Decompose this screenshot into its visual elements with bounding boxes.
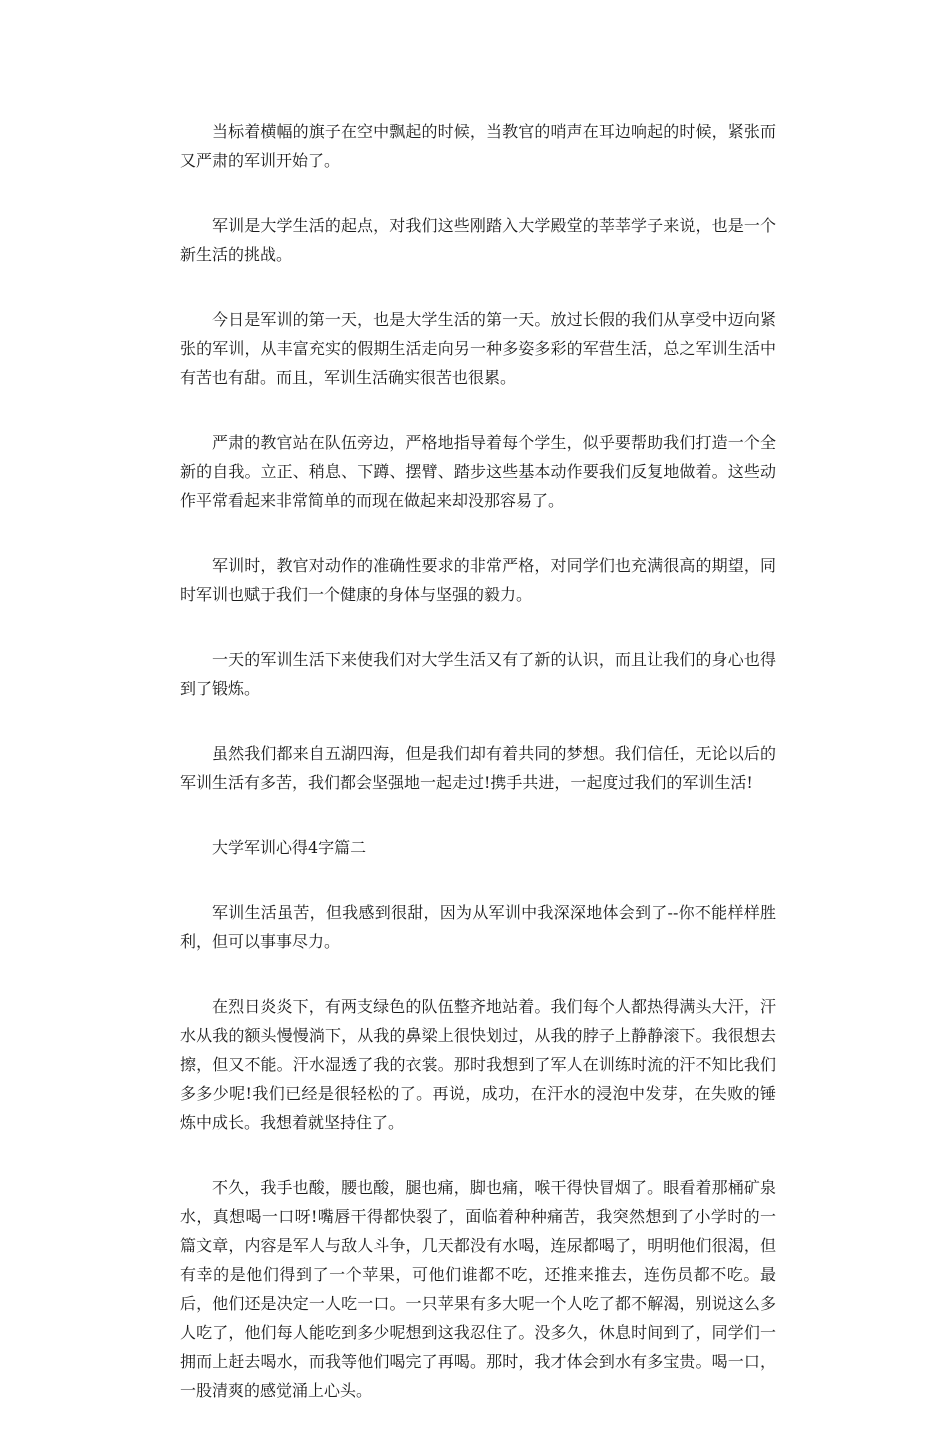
paragraph-1: 当标着横幅的旗子在空中飘起的时候，当教官的哨声在耳边响起的时候，紧张而又严肃的军训开始了。: [180, 122, 776, 170]
paragraph-5: 军训时，教官对动作的准确性要求的非常严格，对同学们也充满很高的期望，同时军训也赋于我们一个健康的身体与坚强的毅力。: [180, 556, 776, 604]
section-heading: 大学军训心得4字篇二: [212, 838, 367, 857]
paragraph-6: 一天的军训生活下来使我们对大学生活又有了新的认识，而且让我们的身心也得到了锻炼。: [180, 650, 776, 698]
paragraph-9: 在烈日炎炎下，有两支绿色的队伍整齐地站着。我们每个人都热得满头大汗，汗水从我的额头慢慢淌下，从我的鼻梁上很快划过，从我的脖子上静静滚下。我很想去擦，但又不能。汗水湿透了我的衣裳。那时我想到了军人在训练时流的汗不知比我们多多少呢!我们已经是很轻松的了。再说，成功，在汗水的浸泡中发芽，在失败的锤炼中成长。我想着就坚持住了。: [180, 997, 776, 1132]
paragraph-4: 严肃的教官站在队伍旁边，严格地指导着每个学生，似乎要帮助我们打造一个全新的自我。立正、稍息、下蹲、摆臂、踏步这些基本动作要我们反复地做着。这些动作平常看起来非常简单的而现在做起来却没那容易了。: [180, 433, 776, 510]
paragraph-8: 军训生活虽苦，但我感到很甜，因为从军训中我深深地体会到了--你不能样样胜利，但可以事事尽力。: [180, 903, 776, 951]
paragraph-7: 虽然我们都来自五湖四海，但是我们却有着共同的梦想。我们信任，无论以后的军训生活有多苦，我们都会坚强地一起走过!携手共进，一起度过我们的军训生活!: [180, 744, 776, 792]
paragraph-10: 不久，我手也酸，腰也酸，腿也痛，脚也痛，喉干得快冒烟了。眼看着那桶矿泉水，真想喝一口呀!嘴唇干得都快裂了，面临着种种痛苦，我突然想到了小学时的一篇文章，内容是军人与敌人斗争，几天都没有水喝，连尿都喝了，明明他们很渴，但有幸的是他们得到了一个苹果，可他们谁都不吃，还推来推去，连伤员都不吃。最后，他们还是决定一人吃一口。一只苹果有多大呢一个人吃了都不解渴，别说这么多人吃了，他们每人能吃到多少呢想到这我忍住了。没多久，休息时间到了，同学们一拥而上赶去喝水，而我等他们喝完了再喝。那时，我才体会到水有多宝贵。喝一口，一股清爽的感觉涌上心头。: [180, 1178, 776, 1400]
paragraph-2: 军训是大学生活的起点，对我们这些刚踏入大学殿堂的莘莘学子来说，也是一个新生活的挑战。: [180, 216, 776, 264]
paragraph-3: 今日是军训的第一天，也是大学生活的第一天。放过长假的我们从享受中迈向紧张的军训，从丰富充实的假期生活走向另一种多姿多彩的军营生活，总之军训生活中有苦也有甜。而且，军训生活确实很苦也很累。: [180, 310, 776, 387]
document-body: [180, 117, 776, 1441]
